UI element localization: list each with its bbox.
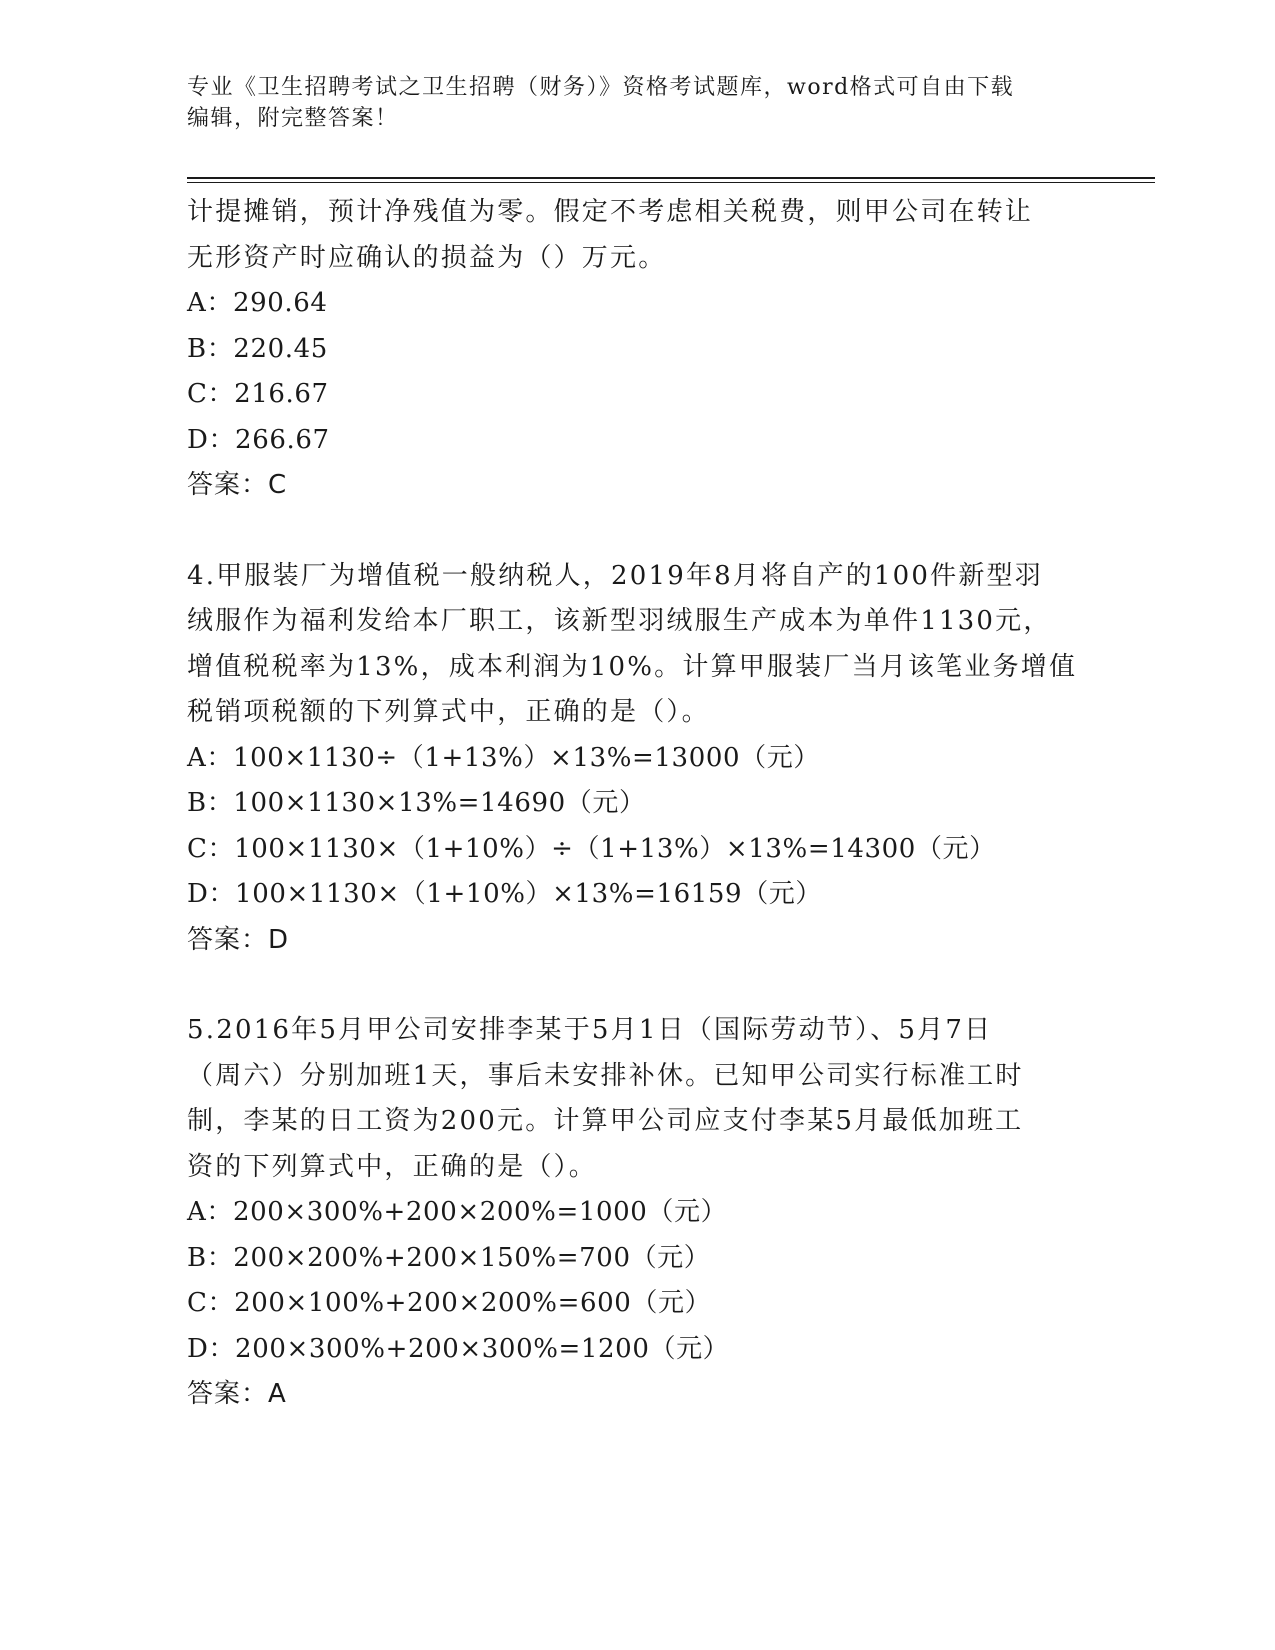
question-text-line: （周六）分别加班1天，事后未安排补休。已知甲公司实行标准工时: [187, 1060, 1024, 1091]
question-4: [187, 554, 1087, 964]
question-spacer: [187, 509, 1087, 554]
question-text-line: 制，李某的日工资为200元。计算甲公司应支付李某5月最低加班工: [187, 1106, 1024, 1136]
option-c: C：100×1130×（1+10%）÷（1+13%）×13%=14300（元）: [187, 833, 996, 864]
question-text-line: 5.2016年5月甲公司安排李某于5月1日（国际劳动节）、5月7日: [187, 1015, 993, 1045]
question-text-line: 无形资产时应确认的损益为（）万元。: [187, 242, 667, 273]
question-text-line: 资的下列算式中，正确的是（）。: [187, 1151, 598, 1182]
question-text-line: 计提摊销，预计净残值为零。假定不考虑相关税费，则甲公司在转让: [187, 197, 1034, 227]
option-a: A：290.64: [187, 288, 328, 318]
question-text-line: 绒服作为福利发给本厂职工，该新型羽绒服生产成本为单件1130元，: [187, 606, 1052, 636]
option-a: A：100×1130÷（1+13%）×13%=13000（元）: [187, 742, 820, 773]
question-text-line: 增值税税率为13%，成本利润为10%。计算甲服装厂当月该笔业务增值: [187, 651, 1078, 682]
header-line-1: 专业《卫生招聘考试之卫生招聘（财务）》资格考试题库，word格式可自由下载: [187, 75, 1015, 100]
answer-line: 答案：A: [187, 1379, 287, 1409]
header-rule-thin: [187, 182, 1155, 183]
document-body: [187, 190, 1087, 1418]
question-text-line: 税销项税额的下列算式中，正确的是（）。: [187, 697, 710, 727]
option-a: A：200×300%+200×200%=1000（元）: [187, 1197, 728, 1227]
document-header: [187, 72, 1087, 134]
option-d: D：200×300%+200×300%=1200（元）: [187, 1333, 730, 1364]
answer-line: 答案：D: [187, 924, 290, 955]
header-rule-thick: [187, 177, 1155, 179]
option-d: D：266.67: [187, 424, 330, 455]
option-b: B：200×200%+200×150%=700（元）: [187, 1242, 711, 1273]
question-5: [187, 1008, 1087, 1418]
question-spacer: [187, 963, 1087, 1008]
answer-line: 答案：C: [187, 470, 288, 500]
option-d: D：100×1130×（1+10%）×13%=16159（元）: [187, 879, 822, 909]
option-c: C：200×100%+200×200%=600（元）: [187, 1288, 712, 1318]
question-3-continued: [187, 190, 1087, 509]
option-b: B：100×1130×13%=14690（元）: [187, 788, 646, 818]
question-text-line: 4.甲服装厂为增值税一般纳税人，2019年8月将自产的100件新型羽: [187, 560, 1043, 591]
header-line-2: 编辑，附完整答案！: [187, 106, 399, 131]
option-c: C：216.67: [187, 379, 329, 409]
option-b: B：220.45: [187, 333, 328, 364]
